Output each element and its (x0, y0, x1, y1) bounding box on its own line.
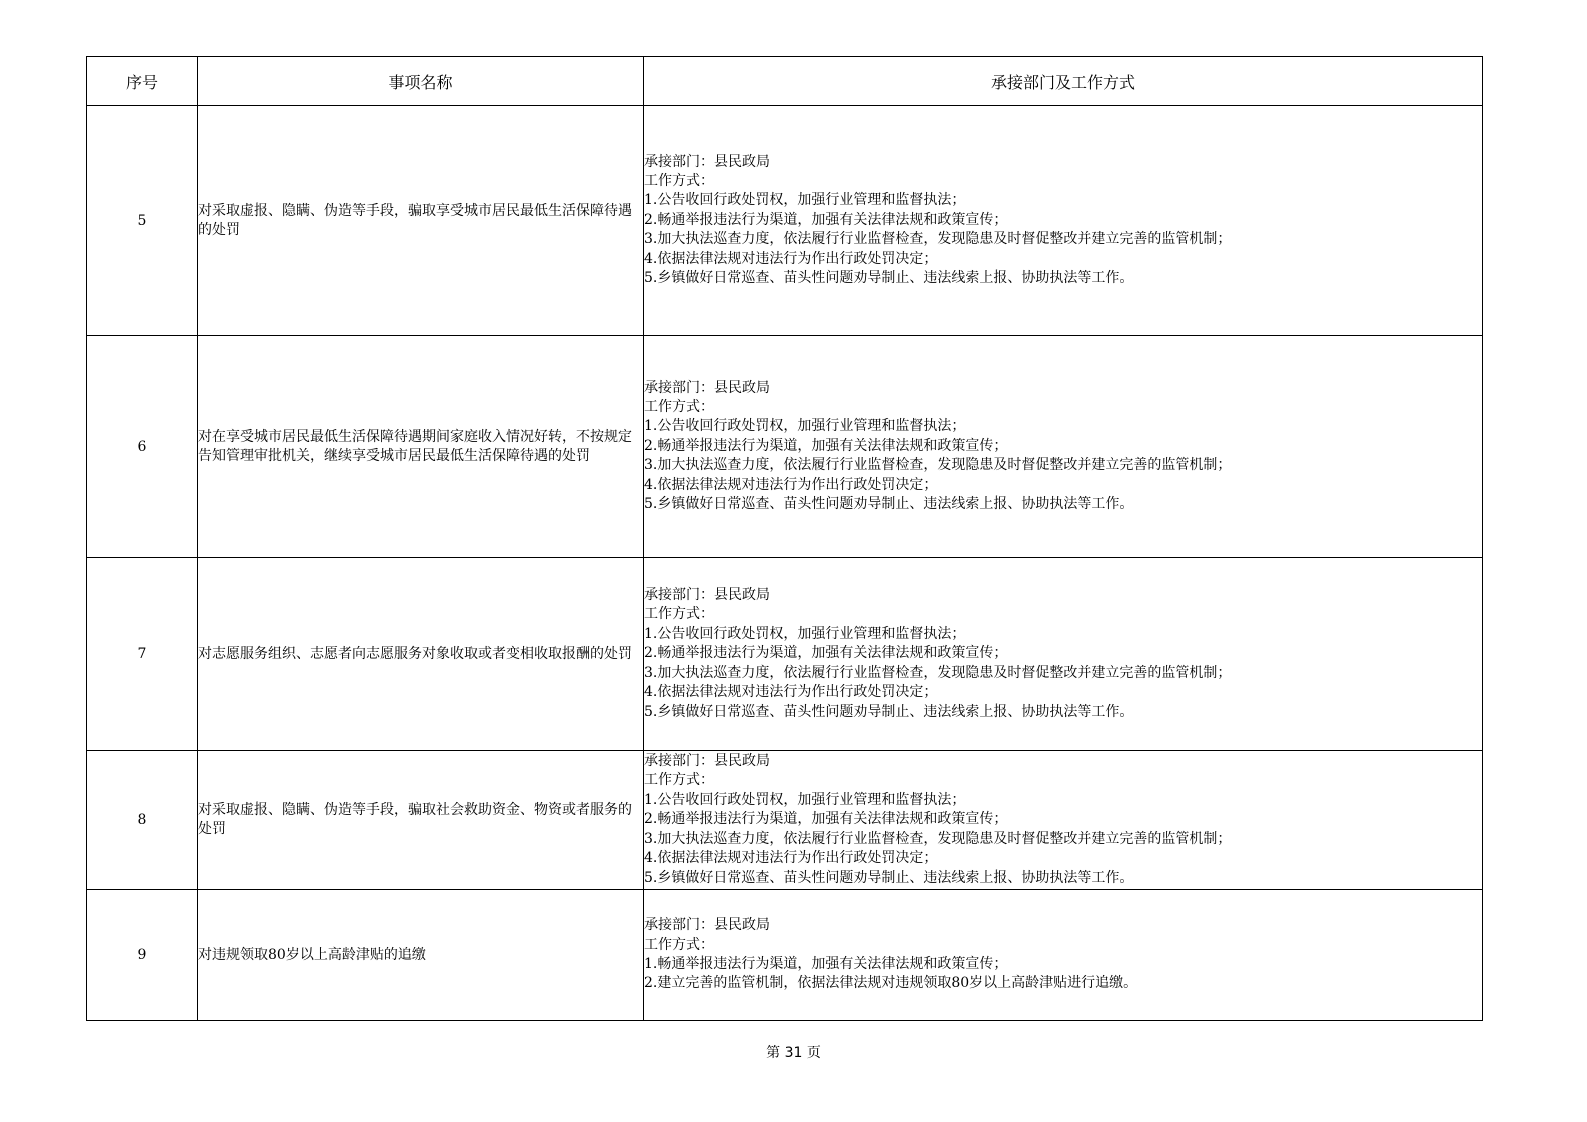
table-row (87, 336, 1483, 558)
department-method (644, 890, 1483, 1021)
method-line: 1.公告收回行政处罚权，加强行业管理和监督执法； (644, 791, 966, 808)
department-method (644, 336, 1483, 558)
table-row (87, 890, 1483, 1021)
method-line: 承接部门：县民政局 (644, 753, 770, 770)
items-table (86, 56, 1483, 1021)
method-line: 2.建立完善的监管机制，依据法律法规对违规领取80岁以上高龄津贴进行追缴。 (644, 975, 1138, 992)
row-number: 7 (87, 558, 198, 751)
row-number: 5 (87, 106, 198, 336)
method-line: 1.公告收回行政处罚权，加强行业管理和监督执法； (644, 625, 966, 642)
method-line: 工作方式： (644, 172, 714, 189)
row-number: 9 (87, 890, 198, 1021)
method-line: 1.公告收回行政处罚权，加强行业管理和监督执法； (644, 418, 966, 435)
table-header-row (87, 57, 1483, 106)
method-line: 5.乡镇做好日常巡查、苗头性问题劝导制止、违法线索上报、协助执法等工作。 (644, 869, 1134, 886)
method-line: 工作方式： (644, 936, 714, 953)
method-line: 1.公告收回行政处罚权，加强行业管理和监督执法； (644, 192, 966, 209)
method-line: 2.畅通举报违法行为渠道，加强有关法律法规和政策宣传； (644, 211, 1008, 228)
table-row (87, 558, 1483, 751)
method-line: 承接部门：县民政局 (644, 917, 770, 934)
method-line: 3.加大执法巡查力度，依法履行行业监督检查，发现隐患及时督促整改并建立完善的监管机制； (644, 664, 1232, 681)
method-line: 4.依据法律法规对违法行为作出行政处罚决定； (644, 850, 938, 867)
item-name: 对志愿服务组织、志愿者向志愿服务对象收取或者变相收取报酬的处罚 (198, 558, 644, 751)
header-item-name: 事项名称 (198, 57, 644, 106)
item-name: 对采取虚报、隐瞒、伪造等手段，骗取享受城市居民最低生活保障待遇的处罚 (198, 106, 644, 336)
method-line: 5.乡镇做好日常巡查、苗头性问题劝导制止、违法线索上报、协助执法等工作。 (644, 703, 1134, 720)
method-line: 4.依据法律法规对违法行为作出行政处罚决定； (644, 684, 938, 701)
item-name: 对采取虚报、隐瞒、伪造等手段，骗取社会救助资金、物资或者服务的处罚 (198, 751, 644, 890)
method-line: 承接部门：县民政局 (644, 153, 770, 170)
item-name: 对在享受城市居民最低生活保障待遇期间家庭收入情况好转，不按规定告知管理审批机关，继续享受城市居民最低生活保障待遇的处罚 (198, 336, 644, 558)
department-method (644, 751, 1483, 890)
method-line: 2.畅通举报违法行为渠道，加强有关法律法规和政策宣传； (644, 811, 1008, 828)
method-line: 2.畅通举报违法行为渠道，加强有关法律法规和政策宣传； (644, 437, 1008, 454)
method-line: 3.加大执法巡查力度，依法履行行业监督检查，发现隐患及时督促整改并建立完善的监管机制； (644, 231, 1232, 248)
page-number: 第 31 页 (766, 1045, 821, 1061)
method-line: 5.乡镇做好日常巡查、苗头性问题劝导制止、违法线索上报、协助执法等工作。 (644, 270, 1134, 287)
row-number: 8 (87, 751, 198, 890)
row-number: 6 (87, 336, 198, 558)
header-department-method: 承接部门及工作方式 (644, 57, 1483, 106)
table-row (87, 106, 1483, 336)
method-line: 工作方式： (644, 398, 714, 415)
header-index: 序号 (87, 57, 198, 106)
method-line: 承接部门：县民政局 (644, 587, 770, 604)
method-line: 1.畅通举报违法行为渠道，加强有关法律法规和政策宣传； (644, 956, 1008, 972)
department-method (644, 106, 1483, 336)
method-line: 工作方式： (644, 606, 714, 623)
department-method (644, 558, 1483, 751)
method-line: 3.加大执法巡查力度，依法履行行业监督检查，发现隐患及时督促整改并建立完善的监管机制； (644, 830, 1232, 847)
method-line: 工作方式： (644, 772, 714, 789)
method-line: 5.乡镇做好日常巡查、苗头性问题劝导制止、违法线索上报、协助执法等工作。 (644, 496, 1134, 513)
method-line: 4.依据法律法规对违法行为作出行政处罚决定； (644, 476, 938, 493)
method-line: 2.畅通举报违法行为渠道，加强有关法律法规和政策宣传； (644, 645, 1008, 662)
table-row (87, 751, 1483, 890)
method-line: 3.加大执法巡查力度，依法履行行业监督检查，发现隐患及时督促整改并建立完善的监管机制； (644, 457, 1232, 474)
method-line: 4.依据法律法规对违法行为作出行政处罚决定； (644, 250, 938, 267)
method-line: 承接部门：县民政局 (644, 379, 770, 396)
item-name: 对违规领取80岁以上高龄津贴的追缴 (198, 890, 644, 1021)
